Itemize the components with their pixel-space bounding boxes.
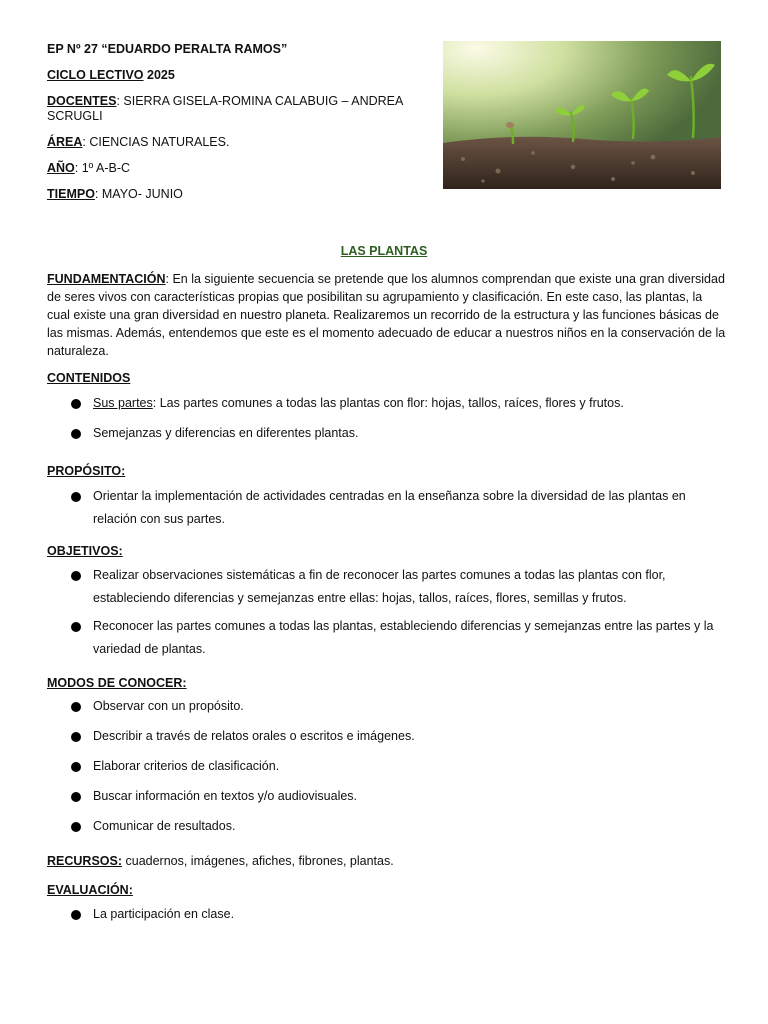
school-name: EP Nº 27 “EDUARDO PERALTA RAMOS”	[47, 42, 288, 56]
contenidos-heading: CONTENIDOS	[47, 371, 131, 385]
document-title: LAS PLANTAS	[340, 244, 428, 258]
bullet-icon	[71, 762, 81, 772]
ciclo-lectivo: CICLO LECTIVO 2025	[47, 68, 175, 82]
bullet-icon	[71, 622, 81, 632]
list-item: Describir a través de relatos orales o escritos e imágenes.	[47, 725, 727, 748]
modos-heading: MODOS DE CONOCER:	[47, 676, 187, 690]
list-item: Semejanzas y diferencias en diferentes plantas.	[47, 422, 727, 445]
evaluacion-heading: EVALUACIÓN:	[47, 883, 133, 897]
proposito-list	[47, 485, 727, 531]
bullet-icon	[71, 429, 81, 439]
bullet-icon	[71, 492, 81, 502]
bullet-icon	[71, 910, 81, 920]
list-item: Buscar información en textos y/o audiovisuales.	[47, 785, 727, 808]
list-item: La participación en clase.	[47, 903, 727, 926]
bullet-icon	[71, 822, 81, 832]
document-header	[47, 42, 417, 213]
recursos-paragraph: RECURSOS: cuadernos, imágenes, afiches, fibrones, plantas.	[47, 854, 394, 868]
fundamentacion-paragraph: FUNDAMENTACIÓN: En la siguiente secuencia se pretende que los alumnos comprendan que existe una gran diversidad de seres vivos con características propias que posibilitan su agrupamiento y clasificación. En este caso, las plantas, la cual existe una gran diversidad en nuestro planeta. Realizaremos un recorrido de la estructura y las funciones básicas de las mismas. Además, entendemos que este es el momento adecuado de educar a nuestros niños en la conservación de la naturaleza.	[47, 272, 726, 358]
list-item: Orientar la implementación de actividades centradas en la enseñanza sobre la diversidad de las plantas en relación con sus partes.	[47, 485, 727, 531]
list-item: Realizar observaciones sistemáticas a fin de reconocer las partes comunes a todas las plantas con flor, estableciendo diferencias y semejanzas entre ellas: hojas, tallos, raíces, flores, semillas y frutos.	[47, 564, 727, 610]
seedlings-photo	[443, 41, 721, 189]
objetivos-list	[47, 564, 727, 661]
evaluacion-list	[47, 903, 727, 926]
anio: AÑO: 1º A-B-C	[47, 161, 131, 175]
list-item: Comunicar de resultados.	[47, 815, 727, 838]
objetivos-heading: OBJETIVOS:	[47, 544, 123, 558]
bullet-icon	[71, 732, 81, 742]
list-item: Elaborar criterios de clasificación.	[47, 755, 727, 778]
bullet-icon	[71, 702, 81, 712]
contenidos-list	[47, 392, 727, 445]
docentes: DOCENTES: SIERRA GISELA-ROMINA CALABUIG – ANDREA SCRUGLI	[47, 94, 403, 123]
tiempo: TIEMPO: MAYO- JUNIO	[47, 187, 183, 201]
list-item: Reconocer las partes comunes a todas las plantas, estableciendo diferencias y semejanzas entre las partes y la variedad de plantas.	[47, 615, 727, 661]
bullet-icon	[71, 571, 81, 581]
modos-list	[47, 695, 727, 838]
bullet-icon	[71, 399, 81, 409]
area: ÁREA: CIENCIAS NATURALES.	[47, 135, 230, 149]
bullet-icon	[71, 792, 81, 802]
list-item: Observar con un propósito.	[47, 695, 727, 718]
list-item: Sus partes: Las partes comunes a todas las plantas con flor: hojas, tallos, raíces, flores y frutos.	[47, 392, 727, 415]
proposito-heading: PROPÓSITO:	[47, 464, 126, 478]
document-body	[47, 270, 727, 926]
